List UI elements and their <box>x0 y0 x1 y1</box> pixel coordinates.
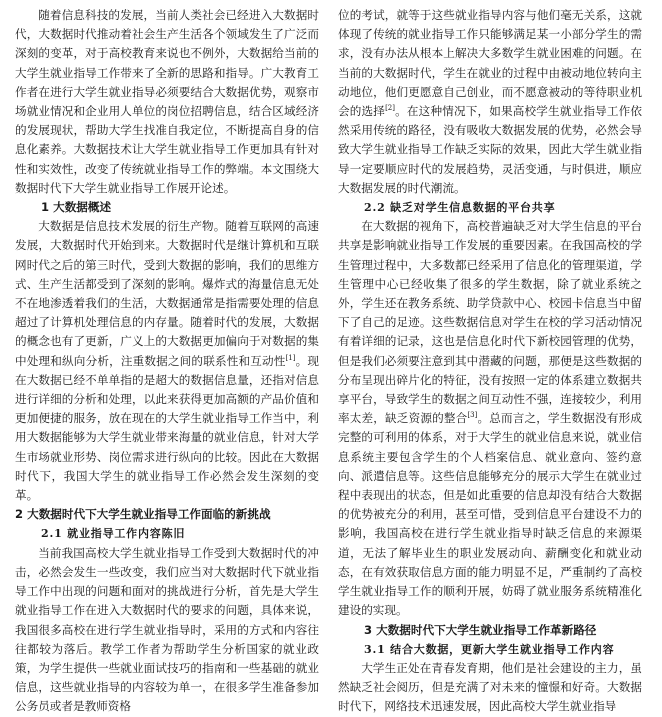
section-2-1-paragraph: 当前我国高校大学生就业指导工作受到大数据时代的冲击，必然会发生一些改变，我们应当对大数据时代下就业指导工作中出现的问题和面对的挑战进行分析，首先是大学生就业指导工作在进入大数据时代的要求的问题，具体来说，我国很多高校在进行学生就业指导时，采用的方式和内容往往都较为落后。教学工作者为帮助学生分析国家的就业政策，为学生提供一些就业面试技巧的指南和一些基础的就业信息，这些就业指导的内容较为单一，在很多学生准备参加公务员或者是教师资格 <box>15 545 319 714</box>
section-1-text-b: 。现在大数据已经不单单指的是超大的数据信息量，还指对信息进行详细的分析和处理，以此来获得更加高额的产品价值和更加便捷的服务，放在现在的大学生就业指导工作当中，利用大数据能够为大学生就业带来海量的就业信息，针对大学生市场就业形势、岗位需求进行纵向的比较。因此在大数据时代下，我国大学生的就业指导工作必然会发生深刻的变革。 <box>15 353 319 503</box>
section-3-1-paragraph: 大学生正处在青春发育期，他们是社会建设的主力，虽然缺乏社会阅历，但是充满了对未来的憧憬和好奇。大数据时代下，网络技术迅速发展，因此高校大学生就业指导 <box>338 660 642 714</box>
section-2-1-heading: 2.1 就业指导工作内容陈旧 <box>41 527 186 541</box>
section-2-2-paragraph <box>338 217 642 620</box>
citation-1: [1] <box>285 353 296 362</box>
section-1-paragraph <box>15 217 319 505</box>
right-column <box>338 6 642 717</box>
section-2-2-text-a: 在大数据的视角下，高校普遍缺乏对大学生信息的平台共享是影响就业指导工作发展的重要因素。在我国高校的学生管理过程中，大多数都已经采用了信息化的管理渠道，学生管理中心已经收集了很多的学生数据，除了就业系统之外，学生还在教务系统、助学贷款中心、校园卡信息当中留下了自己的足迹。这些数据信息对学生在校的学习活动情况有着详细的记录，这也是信息化时代下新校园管理的优势，但是我们必须要注意到其中潜藏的问题，那便是这些数据的分布呈现出碎片化的特征，没有按照一定的体系建立数据共享平台，导致学生的数据之间互动性不强，连接较少，利用率太差，缺乏资源的整合 <box>338 219 642 426</box>
section-1-text-a: 大数据是信息技术发展的衍生产物。随着互联网的高速发展，大数据时代开始到来。大数据时代是继计算机和互联网时代之后的第三时代，受到大数据的影响，我们的思维方式、生产生活都受到了深刻的影响。爆炸式的海量信息无处不在地渗透着我们的生活，大数据通常是指需要处理的信息超过了计算机处理信息的内存量。随着时代的发展，大数据的概念也有了更新，广义上的大数据更加偏向于对数据的集中处理和纵向分析，注重数据之间的联系性和互动性 <box>15 219 319 368</box>
section-3-heading: 3 大数据时代下大学生就业指导工作革新路径 <box>364 622 597 637</box>
citation-3: [3] <box>467 411 478 420</box>
section-2-heading: 2 大数据时代下大学生就业指导工作面临的新挑战 <box>15 507 271 522</box>
intro-paragraph: 随着信息科技的发展，当前人类社会已经进入大数据时代，大数据时代推动着社会生产生活各个领域发生了广泛而深刻的变革，对于高校教育来说也不例外，大数据给当前的大学生就业指导工作带来了全新的思路和指导。广大教育工作者在进行大学生就业指导必须要结合大数据优势，观察市场就业情况和企业用人单位的岗位招聘信息，结合区域经济的发展现状，帮助大学生找准自我定位，不断提高自身的信息化素养。大数据技术让大学生就业指导工作更加具有针对性和实效性，改变了传统就业指导工作的弊端。本文围绕大数据时代下大学生就业指导工作展开论述。 <box>15 8 319 195</box>
left-column <box>15 6 319 717</box>
continuation-text-b: 。在这种情况下，如果高校学生就业指导工作依然采用传统的路径，没有吸收大数据发展的优势，必然会导致大学生就业指导工作缺乏实际的效果，因此大学生就业指导一定要顺应时代的发展趋势，灵活变通，与时俱进，顺应大数据发展的时代潮流。 <box>338 104 642 195</box>
continuation-text-a: 位的考试，就等于这些就业指导内容与他们毫无关系，这就体现了传统的就业指导工作只能够满足某一小部分学生的需求，没有办法从根本上解决大多数学生就业困难的问题。在当前的大数据时代，学生在就业的过程中由被动地位转向主动地位，他们更愿意自己创业，而不愿意被动的等待职业机会的选择 <box>338 8 642 119</box>
continuation-paragraph <box>338 6 642 198</box>
section-3-1-heading: 3.1 结合大数据，更新大学生就业指导工作内容 <box>364 642 615 656</box>
section-2-2-heading: 2.2 缺乏对学生信息数据的平台共享 <box>364 201 556 215</box>
citation-2: [2] <box>385 104 395 113</box>
section-2-2-text-b: 。总而言之，学生数据没有形成完整的可利用的体系，对于大学生的就业信息来说，就业信息系统主要包含学生的个人档案信息、就业意向、签约意向、派遣信息等。这些信息能够充分的展示大学生在就业过程中表现出的状态，但是如此重要的信息却没有结合大数据的优势被充分的利用，甚至可惜，受到信息平台建设不力的影响，我国高校在进行学生就业指导时缺乏信息的来源渠道，无法了解毕业生的职业发展动向、薪酬变化和就业动态，在有效获取信息方面的能力明显不足，严重制约了高校学生就业指导工作的顺利开展，妨碍了就业服务系统精准化建设的实现。 <box>338 411 642 618</box>
section-1-heading: 1 大数据概述 <box>41 200 112 215</box>
